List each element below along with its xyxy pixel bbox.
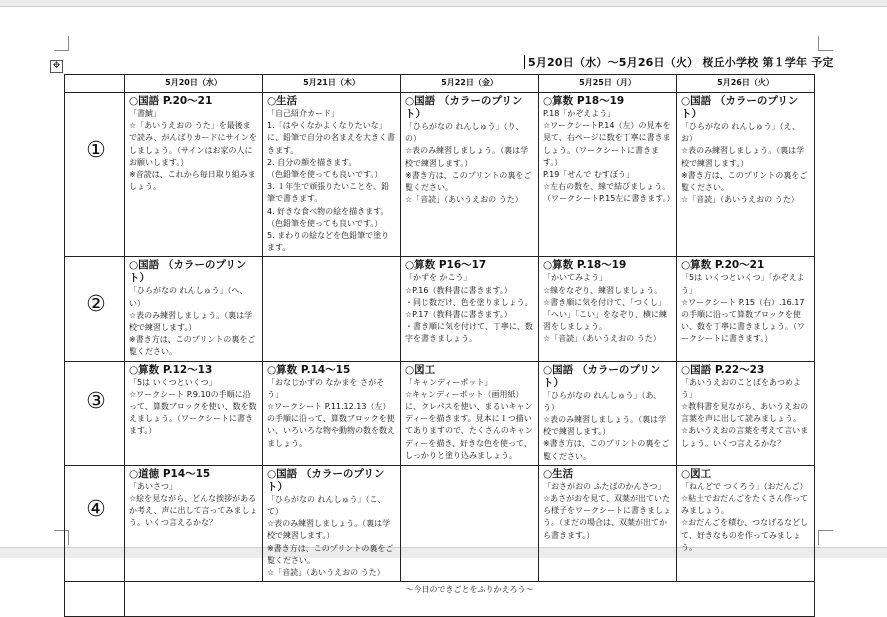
schedule-table — [64, 74, 815, 617]
lesson-line: ☆ワークシート P.9.10の手順に沿って、算数ブロックを使い、数を数えましょう。（ワークシートに書きます。） — [129, 389, 257, 436]
lesson-subject: ○道徳 P14～15 — [129, 467, 211, 480]
lesson-line: 「ひらがなの れんしゅう」（り、の） — [405, 122, 524, 144]
lesson-cell[interactable] — [677, 257, 815, 361]
lesson-cell[interactable] — [125, 93, 263, 257]
crop-mark-bottom-right — [818, 530, 833, 545]
lesson-cell[interactable] — [263, 257, 401, 361]
lesson-subject: ○図工 — [681, 467, 712, 480]
lesson-line: ☆あいうえおの言葉を考えて言いましょう。いくつ言えるかな？ — [681, 426, 809, 448]
lesson-cell[interactable] — [263, 93, 401, 257]
lesson-line: P.19「せんで むすぼう」 — [543, 170, 634, 180]
period-number: ③ — [86, 388, 106, 414]
page-top-edge — [0, 0, 887, 7]
lesson-line: ☆「あいうえおの うた」を最後まで読み、がんばりカードにサインをしましょう。（サインはお家の人にお願いします。） — [129, 121, 257, 167]
lesson-line: ☆おだんごを積む、つなげるなどして、好きなものを作ってみましょう。 — [681, 518, 809, 552]
lesson-subject: ○生活 — [543, 467, 574, 480]
lesson-line: 「あいうえおのことばをあつめよう」 — [681, 377, 801, 399]
lesson-line: 「おさがおの ふたばのかんさつ」 — [543, 481, 666, 491]
lesson-line: ☆「音読」（あいうえおの うた） — [681, 195, 799, 205]
lesson-line: ☆教科書を見ながら、あいうえおの言葉を声に出して読みましょう。 — [681, 402, 809, 424]
lesson-subject: ○国語 （カラーのプリント） — [267, 467, 385, 493]
table-move-handle-icon[interactable]: ✥ — [50, 60, 63, 73]
lesson-subject: ○算数 P18～19 — [543, 95, 625, 107]
lesson-line: ☆線をなぞり、練習しましょう。 — [543, 285, 663, 295]
lesson-subject: ○算数 P.14～15 — [267, 363, 351, 376]
lesson-line: 「ねんどで つくろう」（おだんご） — [681, 481, 808, 491]
day-header: 5月25日（月） — [539, 75, 677, 93]
lesson-line: 「ひらがなの れんしゅう」（こ、て） — [267, 494, 386, 517]
lesson-line: ※書き方は、このプリントの裏をご覧ください。 — [681, 170, 808, 193]
lesson-subject: ○国語 P.20～21 — [129, 95, 213, 107]
lesson-subject: ○算数 P.20～21 — [681, 259, 765, 272]
lesson-cell[interactable] — [401, 465, 539, 581]
period-row — [65, 93, 815, 257]
lesson-subject: ○国語 （カラーのプリント） — [681, 95, 799, 120]
lesson-line: 「キャンディーポット」 — [405, 377, 493, 387]
lesson-line: ※音読は、これから毎日取り組みましょう。 — [129, 170, 256, 192]
lesson-line: 2. 自分の顔を描きます。 — [267, 157, 357, 167]
lesson-line: ☆ワークシートP.14（左）の見本を見て、右ページに数を丁寧に書きましょう。（ワークシートに書きます。） — [543, 121, 671, 167]
lesson-cell[interactable] — [539, 361, 677, 465]
lesson-line: 「かずを かこう」 — [405, 273, 472, 283]
lesson-line: ※書き方は、このプリントの裏をご覧ください。 — [405, 170, 532, 193]
period-row — [65, 257, 815, 361]
lesson-line: ☆絵を見ながら、どんな挨拶があるか考え、声に出して言ってみましょう。いくつ言えるかな？ — [129, 494, 258, 528]
lesson-line: ※書き方は、このプリントの裏をご覧ください。 — [129, 335, 256, 357]
lesson-line: ☆左右の数を、線で結びましょう。（ワークシートP.15左に書きます。） — [543, 182, 675, 204]
period-number-cell — [65, 257, 125, 361]
lesson-line: ・同じ数だけ、色を塗りましょう。 — [405, 297, 533, 307]
lesson-line: ※書き方は、このプリントの裏をご覧ください。 — [543, 439, 670, 461]
crop-mark-top-left — [54, 36, 69, 51]
period-row — [65, 361, 815, 465]
lesson-cell[interactable] — [539, 93, 677, 257]
lesson-subject: ○生活 — [267, 95, 298, 107]
day-header: 5月22日（金） — [401, 75, 539, 93]
lesson-line: 「自己紹介カード」 — [267, 109, 339, 118]
lesson-line: ☆「音読」（あいうえおの うた） — [543, 334, 661, 344]
lesson-subject: ○国語 （カラーのプリント） — [129, 259, 247, 285]
lesson-cell[interactable] — [677, 361, 815, 465]
lesson-cell[interactable] — [677, 93, 815, 257]
corner-cell — [65, 75, 125, 93]
period-number-cell — [65, 361, 125, 465]
lesson-line: P.18「かぞえよう」 — [543, 109, 616, 118]
lesson-line: ☆表のみ練習しましょう。（裏は学校で練習します。） — [543, 415, 667, 437]
lesson-line: ☆表のみ練習しましょう。（裏は学校で練習します。） — [129, 310, 253, 333]
lesson-cell[interactable] — [401, 93, 539, 257]
lesson-line: 「ひらがなの れんしゅう」（へ、い） — [129, 286, 248, 308]
lesson-subject: ○図工 — [405, 363, 436, 376]
lesson-line: 「5は いくつといくつ」 — [129, 377, 217, 387]
period-row — [65, 465, 815, 581]
period-number: ① — [86, 138, 106, 163]
lesson-cell[interactable] — [125, 257, 263, 361]
lesson-line: ☆書き順に気を付けて、「つくし」「へい」「こい」をなぞり、横に練習をしましょう。 — [543, 297, 667, 332]
lesson-line: ☆表のみ練習しましょう。（裏は学校で練習します。） — [681, 146, 805, 168]
reflection-text[interactable]: ～今日のできごとをふりかえろう～ — [125, 582, 815, 617]
period-number-cell — [65, 465, 125, 581]
lesson-line: 「5は いくつといくつ」「かぞえよう」 — [681, 273, 805, 295]
day-header: 5月21日（木） — [263, 75, 401, 93]
schedule-header — [524, 54, 834, 70]
period-number: ② — [86, 292, 106, 318]
crop-mark-top-right — [818, 36, 833, 51]
lesson-line: ☆ワークシート P.15（右）.16.17の手順に沿って算数ブロックを使い、数を丁寧に書きましょう。（ワークシートに書きます。） — [681, 297, 805, 344]
lesson-line: ・書き順に気を付けて、丁寧に、数字を書きましょう。 — [405, 322, 533, 344]
lesson-subject: ○国語 （カラーのプリント） — [543, 363, 661, 389]
reflection-row — [65, 582, 815, 617]
lesson-cell[interactable] — [125, 361, 263, 465]
lesson-subject: ○国語 P.22～23 — [681, 363, 765, 376]
lesson-subject: ○算数 P.12～13 — [129, 363, 213, 376]
lesson-cell[interactable] — [539, 465, 677, 581]
lesson-line: ☆あさがおを見て、双葉が出ていたら様子をワークシートに書きましょう。（まだの場合は、双葉が出てから書きます。） — [543, 494, 671, 540]
period-number-cell — [65, 93, 125, 257]
period-number: ④ — [86, 496, 106, 522]
lesson-line: ☆「音読」（あいうえおの うた） — [267, 568, 385, 578]
lesson-line: 「おなじかずの なかまを さがそう」 — [267, 377, 385, 399]
lesson-line: （色鉛筆を使っても良いです。） — [267, 218, 383, 228]
day-header-row — [65, 75, 815, 93]
lesson-line: 「ひらがなの れんしゅう」（あ、う） — [543, 390, 662, 412]
lesson-subject: ○国語 （カラーのプリント） — [405, 95, 523, 120]
lesson-line: ☆P.17（教科書に書きます。） — [405, 310, 512, 320]
day-header: 5月20日（水） — [125, 75, 263, 93]
lesson-line: ☆粘土でおだんごをたくさん作ってみましょう。 — [681, 494, 809, 516]
lesson-line: （色鉛筆を使っても良いです。） — [267, 170, 383, 180]
lesson-line: 「ひらがなの れんしゅう」（え、お） — [681, 122, 801, 144]
lesson-line: ☆表のみ練習しましょう。（裏は学校で練習します。） — [267, 519, 391, 541]
header-text: 5月20日（水）～5月26日（火） 桜丘小学校 第１学年 予定 — [528, 56, 834, 69]
lesson-line: ☆ワークシート P.11.12.13（左）の手順に沿って、算数ブロックを使い、いろいろな物や動物の数を数えましょう。 — [267, 402, 395, 448]
lesson-line: 1.「はやくなかよくなりたいな」に、鉛筆で自分の名まえを大きく書きます。 — [267, 121, 395, 155]
day-header: 5月26日（火） — [677, 75, 815, 93]
lesson-line: ☆P.16（教科書に書きます。） — [405, 285, 512, 295]
lesson-line: 4. 好きな食べ物の絵を描きます。 — [267, 206, 389, 216]
lesson-subject: ○算数 P16～17 — [405, 259, 487, 272]
lesson-subject: ○算数 P.18～19 — [543, 259, 627, 272]
lesson-cell[interactable] — [401, 361, 539, 465]
lesson-cell[interactable] — [677, 465, 815, 581]
lesson-line: 「かいてみよう」 — [543, 273, 607, 283]
lesson-cell[interactable] — [263, 465, 401, 581]
lesson-line: 「あいさつ」 — [129, 481, 177, 491]
lesson-line: ※書き方は、このプリントの裏をご覧ください。 — [267, 543, 394, 565]
lesson-line: 3. １年生で頑張りたいことを、鉛筆で書きます。 — [267, 182, 390, 204]
lesson-line: 「書鯱」 — [129, 109, 161, 118]
lesson-cell[interactable] — [401, 257, 539, 361]
lesson-cell[interactable] — [263, 361, 401, 465]
lesson-line: 5. まわりの絵などを色鉛筆で塗ります。 — [267, 231, 390, 253]
reflection-label-cell — [65, 582, 125, 617]
lesson-cell[interactable] — [125, 465, 263, 581]
lesson-cell[interactable] — [539, 257, 677, 361]
lesson-line: ☆キャンディーポット（画用紙）に、クレパスを使い、まるいキャンディーを描きます。見本に１つ描いてありますので、たくさんのキャンディーを描き、好きな色を使って、しっかりと塗り込みましょう。 — [405, 389, 533, 460]
lesson-line: ☆「音読」（あいうえおの うた） — [405, 195, 523, 205]
lesson-line: ☆表のみ練習しましょう。（裏は学校で練習します。） — [405, 146, 529, 168]
